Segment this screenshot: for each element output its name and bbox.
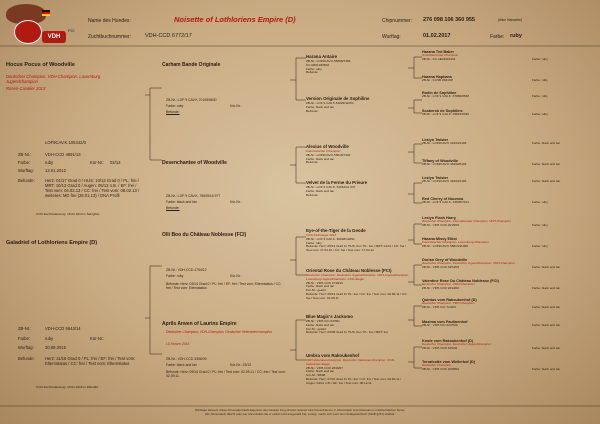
gen4-reg: ZB-Nr.: VDH-CCD 2015/05 <box>422 222 459 227</box>
gen2-befunde-2: Befunde: <box>166 206 180 210</box>
vdh-logo: VDH <box>42 31 66 43</box>
gen3-entry <box>306 54 410 75</box>
gen2-name: Carham Bande Originale <box>162 62 221 68</box>
gen4-farbe: Farbe: black and tan <box>532 179 561 183</box>
gen2-reg-3: ZB-Nr.: VDH-CCD 4754/12 <box>166 268 207 272</box>
gen3-titles: CCD-Clubsieger 2013 <box>306 233 337 237</box>
gen4-entry <box>422 176 598 184</box>
footer-notice <box>20 409 580 416</box>
gen2-kor-3: Kör-Nr.: <box>230 274 242 278</box>
sire-kor: 02/13 <box>110 160 121 165</box>
gen3-entry <box>306 268 410 301</box>
gen4-name: Harana Ted Baker <box>422 50 455 54</box>
gen3-reg: ZB-Nr.: VDH-CCD 2849/07 <box>306 365 343 370</box>
dam-farbe: ruby <box>45 336 54 341</box>
gen2-card-1 <box>162 62 290 68</box>
gen4-reg: ZB-Nr.: KC AE01901901 <box>422 56 456 61</box>
gen4-titles: Deutscher Champion, Deutscher Jugendchampion <box>422 342 492 346</box>
gen3-farbe: Farbe: ruby <box>306 240 322 245</box>
gen2-extra-4: LS Rosen 2016 <box>166 342 190 346</box>
gen3-kc: KC AR01933502 <box>306 62 330 67</box>
gen4-farbe: Farbe: ruby <box>532 243 548 248</box>
gen4-entry <box>422 320 598 328</box>
gen3-befunde: Befunde: <box>306 160 319 165</box>
gen4-reg: ZB-Nr.: LOF9CAV.K.42434/4196 <box>422 179 467 183</box>
gen4-name: Harana Haphans <box>422 75 452 79</box>
gen4-farbe: Farbe: black and tan <box>532 264 561 269</box>
gen4-entry <box>422 237 598 249</box>
gen3-name: Blue Magic's Jackomo <box>306 314 353 319</box>
dam-befunde: Herz: 11/16 Grad 0 / PL: frei / EF: frei / Test vom: Elternstatus / CC: frei / Test vom: Elternstatus <box>45 356 136 366</box>
gen3-farbe: Farbe: black and tan <box>306 322 335 327</box>
gen4-entry <box>422 91 598 99</box>
gen4-reg: ZB-Nr.: LOF9CAV.K.42434/4196 <box>422 141 467 145</box>
gen4-name: Valentine Rose Du Château Noblesse (FCI) <box>422 279 499 283</box>
gen4-titles: Deutscher Champion <box>422 363 452 367</box>
gen2-titles-4: Deutscher Champion, VDH-Champion, Deutscher Veteranenchampion <box>166 330 272 334</box>
gen4-reg: ZB-Nr.: VDH-CCD 2644/06 <box>422 285 459 290</box>
gen4-farbe: Farbe: ruby <box>532 200 548 204</box>
dam-wurftag: 30.08.2015 <box>45 345 66 350</box>
gen4-entry <box>422 279 598 291</box>
gen4-entry <box>422 197 598 205</box>
gen2-kor-2: Kör-Nr.: <box>230 200 242 204</box>
gen4-entry <box>422 216 598 228</box>
gen4-entry <box>422 138 598 146</box>
dam-zb: VDH-CCD 5643/14 <box>45 326 81 331</box>
gen4-titles: Deutscher Champion, Internationaler Champion, VDH-Champion <box>422 219 511 223</box>
chip-number: 276 098 106 360 955 <box>423 17 475 23</box>
gen3-befunde: Befunde: Herz: 07/10 Grad 0 / PL: frei / CC: frei / Test vom: 02.06.11 / Augen: 04/11 o.B. / EF: frei / Test vom: 08.12.11 <box>306 376 402 385</box>
gen3-kor: Kör-Nr.: 58/08 <box>306 373 326 378</box>
gen4-name: Leslyn Twister <box>422 176 449 180</box>
dam-zb-label: ZB-Nr.: <box>18 326 32 331</box>
gen4-farbe: Farbe: black and tan <box>532 345 561 350</box>
gen3-reg: ZB-Nr.: VDH-ICC 03/361 <box>306 319 340 323</box>
gen3-name: Version Originale de Sophiline <box>306 96 370 101</box>
gen3-name: Oriental Rose du Château Noblesse (FCI) <box>306 268 392 273</box>
gen4-name: Dorian Grey of Woodville <box>422 258 468 262</box>
fci-label: FCI <box>68 28 75 33</box>
gen3-farbe: Farbe: ruby <box>306 66 322 71</box>
gen4-farbe: Farbe: black and tan <box>532 366 561 371</box>
gen3-befunde: Befunde: <box>306 108 319 113</box>
gen3-entry <box>306 144 410 165</box>
gen4-name: Harana Missy Elliot <box>422 237 457 241</box>
dam-farbe-label: Farbe: <box>18 336 31 341</box>
gen4-name: Maxima vom Paulinenhof <box>422 320 468 324</box>
gen3-name: Umbra vom Rakoukenhof <box>306 353 360 358</box>
gen2-name-2: Desenchantee of Woodville <box>162 160 227 166</box>
gen3-titles: Französischer Champion <box>306 149 341 153</box>
sire-farbe: ruby <box>45 160 54 165</box>
gen4-entry <box>422 258 598 270</box>
gen4-entry <box>422 339 598 351</box>
gen4-farbe: Farbe: ruby <box>532 78 548 82</box>
logo-block <box>4 4 74 44</box>
gen2-befunde-3: Befunde: Herz: 03/14 Grad 0 / PL: frei / EF: frei / Test vom: Elternstatus / CC: frei / Test vom: Elternstatus <box>166 282 282 291</box>
gen4-farbe: Farbe: ruby <box>532 94 548 98</box>
gen2-name-3: Olli Boo du Château Noblesse (FCI) <box>162 232 247 238</box>
gen3-entry <box>306 180 410 197</box>
studbook-label: Zuchtbuchnummer: <box>88 34 132 40</box>
ccd-emblem <box>14 20 42 44</box>
gen4-farbe: Farbe: ruby <box>532 112 548 116</box>
gen3-kor: Kör-Nr.: gekört <box>306 326 327 331</box>
gen4-reg: ZB-Nr.: LOF9CAV.K.46434/6196 <box>422 162 467 166</box>
gen4-farbe: Farbe: ruby <box>532 56 548 61</box>
sire-befunde: Herz: 01/17 Grad 0 / HUS: 10/13 Grad 0 / PL: frei / MRT: 10/13 Grad 0 / Augen: 05/13 o.B. / EF: frei / Test vom: 04.02.13 / CC: frei / Test vom: 08.02.13 / weiteres: MD frei (28.01.13) / DNA Profil <box>45 178 140 198</box>
name-label: Name des Hundes: <box>88 18 131 24</box>
gen4-farbe: Farbe: ruby <box>532 222 548 227</box>
sire-wurftag: 13.01.2012 <box>45 168 66 173</box>
gen2-farbe-3: Farbe: ruby <box>166 274 184 278</box>
dam-wurftag-label: Wurftag: <box>18 345 34 350</box>
wurftag-value: 01.02.2017 <box>423 33 451 39</box>
gen3-reg: ZB-Nr.: LOF 9 CAV.K. 51063/11 347 <box>306 185 356 189</box>
sire-befunde-label: Befunde: <box>18 178 35 183</box>
dam-befunde-label: Befunde: <box>18 356 35 361</box>
gen4-column <box>422 0 598 424</box>
gen3-befunde: Befunde: <box>306 192 319 197</box>
gen2-reg-4: ZB-Nr.: VDH-CCD 3356/09 <box>166 357 207 361</box>
farbe-value: ruby <box>510 33 522 39</box>
dog-name: Noisette of Lothloriens Empire (D) <box>174 15 296 24</box>
gen4-farbe: Farbe: black and tan <box>532 141 561 145</box>
gen4-reg: ZB-Nr.: VDH-CCD 3454/09 <box>422 264 459 269</box>
sire-extra: Rosen-Cavalier 2013 <box>6 86 46 91</box>
gen3-titles: VDH-Veteranenchampion, Deutscher Veteranenchampion, CCD-Veteranen-Sieger <box>306 358 395 366</box>
gen2-farbe: Farbe: ruby <box>166 104 184 108</box>
gen4-reg: ZB-Nr.: VDH-CCD 1068/02 <box>422 366 459 371</box>
gen4-reg: ZB-Nr.: LOF 9 CAV.K. 33905/7421 <box>422 200 469 204</box>
gen3-reg: ZB-Nr.: LOF 9 CAV.K.51029/11054 <box>306 101 354 105</box>
sire-titles: Deutscher Champion, VDH-Champion, Luxemburg Jugendchampion <box>6 74 101 84</box>
gen2-name-4: Aprils Arwen of Laurins Empire <box>162 321 237 327</box>
gen4-entry <box>422 50 598 62</box>
gen4-entry <box>422 298 598 310</box>
sire-wurftag-label: Wurftag: <box>18 168 34 173</box>
sire-card <box>6 62 146 91</box>
gen4-titles: Deutscher Champion, VDH-Champion <box>422 301 475 305</box>
footer-line-2: Wer Ahnentafeln fälscht oder wer Ahnentafeln die er selbst nicht ausgestellt hat, vorlegt, macht sich nach dem Strafgesetzbuch (StGB §267) strafbar. <box>204 411 396 416</box>
gen4-reg: ZB-Nr.: LOF9CAV.K.58813/11096 <box>422 243 468 248</box>
gen4-reg: ZB-Nr.: KCSB 2664CP <box>422 78 454 82</box>
gen3-reg: ZB-Nr.: LOF9CAV.K.56698/7489 <box>306 59 351 63</box>
gen4-name: Rodin de Sophiline <box>422 91 457 95</box>
gen3-titles: Deutscher Champion, Deutscher Jugendchampion, VDH-Jugendchampion, Luxemburg Jugendchampion, CCD-Sieger <box>306 273 410 281</box>
gen3-befunde: Befunde: Herz: 05/08 Grad 0 / HUS: frei / PL: frei / MRT: frei <box>306 330 388 335</box>
gen3-entry <box>306 228 410 253</box>
gen3-befunde: Befunde: Herz: 05/14 Grad 0 / PL: frei / CC: frei / Test vom: 02.06.11 / CC: frei / Test vom: 02.06.11 <box>306 291 408 300</box>
gen4-name: Terrafcotte vom Wellerhof (D) <box>422 360 476 364</box>
gen4-reg: ZB-Nr.: VDH-CCD 625/02 <box>422 345 458 350</box>
sire-zb: VDH-CCD 4891/13 <box>45 152 81 157</box>
gen4-farbe: Farbe: black and tan <box>532 162 561 166</box>
sire-zb-label: ZB-Nr.: <box>18 152 32 157</box>
gen3-kor: Kör-Nr.: gekört <box>306 288 327 293</box>
sire-farbe-label: Farbe: <box>18 160 31 165</box>
gen3-farbe: Farbe: black and tan <box>306 104 335 109</box>
gen2-befunde-4: Befunde: Herz: 09/14 Grad 0 / PL: frei / Test vom: 02.09.11 / CC: frei / Test vom: 02.09.11 <box>166 370 286 379</box>
gen2-reg: ZB-Nr.: LOF 9 CAV.K.70108/5630 <box>166 98 217 102</box>
sire-kor-label: Kör-Nr.: <box>90 160 105 165</box>
gen4-titles: Amerikanischer Champion <box>422 53 459 57</box>
gen4-reg: ZB-Nr.: VDH-ICC 723/03 <box>422 304 456 309</box>
gen4-name: Quintus vom Rakoukenhof (D) <box>422 298 477 302</box>
gen4-name: Knute vom Rakoukenhof (D) <box>422 339 474 343</box>
gen4-entry <box>422 109 598 117</box>
gen3-farbe: Farbe: black and tan <box>306 188 335 193</box>
chip-note: (linke Halsseite) <box>498 18 523 22</box>
gen3-befunde: Befunde: <box>306 70 319 75</box>
gen3-name: Harana Antaire <box>306 54 338 59</box>
gen4-entry <box>422 75 598 83</box>
gen3-farbe: Farbe: black and tan <box>306 156 335 161</box>
gen3-entry <box>306 353 410 386</box>
farbe-label: Farbe: <box>490 34 505 40</box>
gen3-name: Velvet de la Ferme du Prieure <box>306 180 368 185</box>
sire-name: Hocus Pocus of Woodville <box>6 62 75 68</box>
gen3-entry <box>306 314 410 335</box>
gen4-titles: Deutscher Champion, Deutscher Jugendchampion, VDH-Champion <box>422 261 515 265</box>
gen2-farbe-2: Farbe: black and tan <box>166 200 197 204</box>
gen3-reg: ZB-Nr.: VDH-CCD 3748/10 <box>306 280 343 285</box>
gen4-name: Leslyn Flash Harry <box>422 216 456 220</box>
gen4-farbe: Farbe: black and tan <box>532 323 561 327</box>
sire-lof: LOF9CAV.K.105342/0 <box>45 140 86 145</box>
gen2-kor: Kör-Nr.: <box>230 104 242 108</box>
gen4-entry <box>422 360 598 372</box>
wurftag-label: Wurftag: <box>382 34 401 40</box>
footer-line-1: Wichtiger Hinweis: Diese Ahnentafel bleibt Eigentum des Cavalier King Charles Spaniel Club Deutschland e.V. Ahnentafeln sind Urkunden im strafrechtlichen Sinne. <box>195 408 405 412</box>
german-flag-icon <box>42 10 50 16</box>
gen4-entry <box>422 159 598 167</box>
gen2-reg-2: ZB-Nr.: LOF 9 CAV.K. 76505/16 977 <box>166 194 221 198</box>
studbook-number: VDH-CCD 6772/17 <box>145 33 192 39</box>
gen3-entry <box>306 96 410 113</box>
gen4-titles: Französischer Champion, Luxemburg Champion <box>422 240 489 244</box>
gen3-farbe: Farbe: black and tan <box>306 284 335 289</box>
gen4-name: Scaberok de Sophiline <box>422 109 463 113</box>
dam-kor-label: Kör-Nr.: <box>90 336 105 341</box>
gen4-reg: ZB-Nr.: LOF 9 CAV.K. 35822/6096 <box>422 112 469 116</box>
gen3-farbe: Farbe: black and tan <box>306 369 335 374</box>
gen3-column <box>306 0 408 424</box>
dam-name: Galadriel of Lothloriens Empire (D) <box>6 240 98 246</box>
chip-label: Chipnummer: <box>382 18 413 24</box>
gen3-befunde: Befunde: Herz: 05/12 Grad 0 / HUS: frei / PL: frei / MRT: 01/11 / CC: frei / Test vom: 17.04.12 / CC: frei / Test vom: 17.04.12 <box>306 244 406 253</box>
gen3-name: Eye-of-the-Tiger de la Geode <box>306 228 366 233</box>
gen2-befunde: Befunde: <box>166 110 180 114</box>
gen4-reg: ZB-Nr.: LOF 9 CAV.K. 37889/8538 <box>422 94 469 98</box>
gen4-name: Tiffany of Woodville <box>422 159 458 163</box>
gen4-name: Red Cherry of Noumea <box>422 197 464 201</box>
gen3-reg: ZB-Nr.: LOF9CAV.K.58018/7440 <box>306 152 351 157</box>
gen3-name: Alexius of Woodville <box>306 144 349 149</box>
gen2-kor-4: Kör-Nr.: 23/10 <box>230 363 252 367</box>
gen4-farbe: Farbe: black and tan <box>532 285 561 290</box>
dam-zuchtzulassung: CCD-Zuchtzulassung: 19.01.2016 in Wandlitz <box>36 385 99 389</box>
gen4-name: Leslyn Twister <box>422 138 449 142</box>
gen4-reg: ZB-Nr.: VDH-ICC 02/0769 <box>422 323 458 327</box>
gen4-farbe: Farbe: black and tan <box>532 304 561 309</box>
gen3-reg: ZB-Nr.: LOF 9 CAV.K. 66098/12891 <box>306 236 355 241</box>
gen2-farbe-4: Farbe: black and tan <box>166 363 197 367</box>
gen4-titles: Deutscher Champion, VDH-Champion <box>422 282 475 286</box>
sire-zuchtzulassung: CCD-Zuchtzulassung: 15.02.2013 in Salzgitter <box>36 212 100 216</box>
